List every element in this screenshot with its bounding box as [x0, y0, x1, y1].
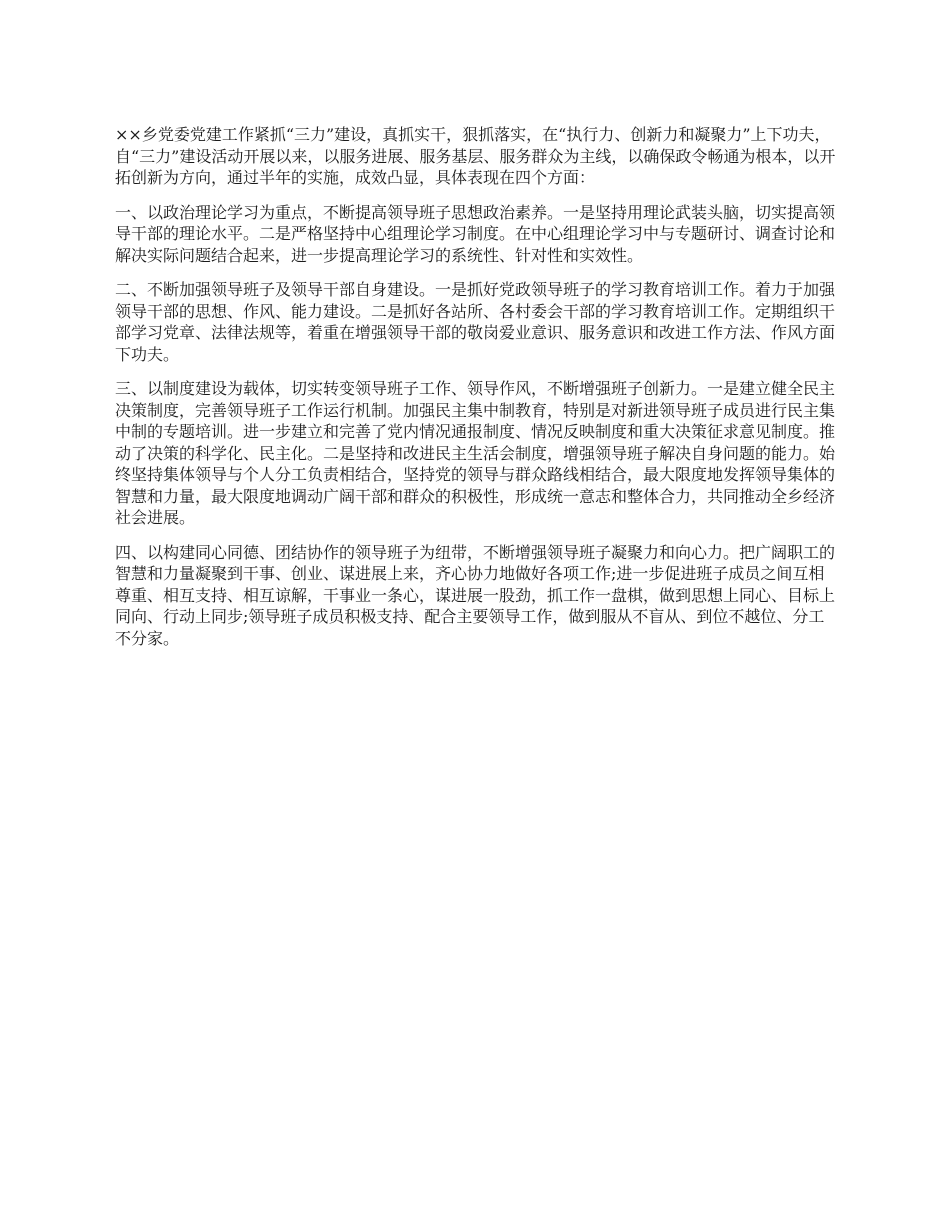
section-one-paragraph: 一、以政治理论学习为重点，不断提高领导班子思想政治素养。一是坚持用理论武装头脑，切实提高领导干部的理论水平。二是严格坚持中心组理论学习制度。在中心组理论学习中与专题研讨、调查讨论和解决实际问题结合起来，进一步提高理论学习的系统性、针对性和实效性。	[115, 202, 836, 265]
intro-paragraph: ××乡党委党建工作紧抓“三力”建设，真抓实干，狠抓落实，在“执行力、创新力和凝聚力”上下功夫，自“三力”建设活动开展以来，以服务进展、服务基层、服务群众为主线，以确保政令畅通为根本，以开拓创新为方向，通过半年的实施，成效凸显，具体表现在四个方面：	[115, 125, 836, 187]
section-two-paragraph: 二、不断加强领导班子及领导干部自身建设。一是抓好党政领导班子的学习教育培训工作。着力于加强领导干部的思想、作风、能力建设。二是抓好各站所、各村委会干部的学习教育培训工作。定期组织干部学习党章、法律法规等，着重在增强领导干部的敬岗爱业意识、服务意识和改进工作方法、作风方面下功夫。	[115, 280, 836, 364]
section-three-paragraph: 三、以制度建设为载体，切实转变领导班子工作、领导作风，不断增强班子创新力。一是建立健全民主决策制度，完善领导班子工作运行机制。加强民主集中制教育，特别是对新进领导班子成员进行民主集中制的专题培训。进一步建立和完善了党内情况通报制度、情况反映制度和重大决策征求意见制度。推动了决策的科学化、民主化。二是坚持和改进民主生活会制度，增强领导班子解决自身问题的能力。始终坚持集体领导与个人分工负责相结合，坚持党的领导与群众路线相结合，最大限度地发挥领导集体的智慧和力量，最大限度地调动广阔干部和群众的积极性，形成统一意志和整体合力，共同推动全乡经济社会进展。	[115, 379, 836, 527]
document-body	[115, 124, 839, 662]
section-four-paragraph: 四、以构建同心同德、团结协作的领导班子为纽带，不断增强领导班子凝聚力和向心力。把广阔职工的智慧和力量凝聚到干事、创业、谋进展上来，齐心协力地做好各项工作;进一步促进班子成员之间互相尊重、相互支持、相互谅解，干事业一条心，谋进展一股劲，抓工作一盘棋，做到思想上同心、目标上同向、行动上同步;领导班子成员积极支持、配合主要领导工作，做到服从不盲从、到位不越位、分工不分家。	[115, 542, 836, 648]
